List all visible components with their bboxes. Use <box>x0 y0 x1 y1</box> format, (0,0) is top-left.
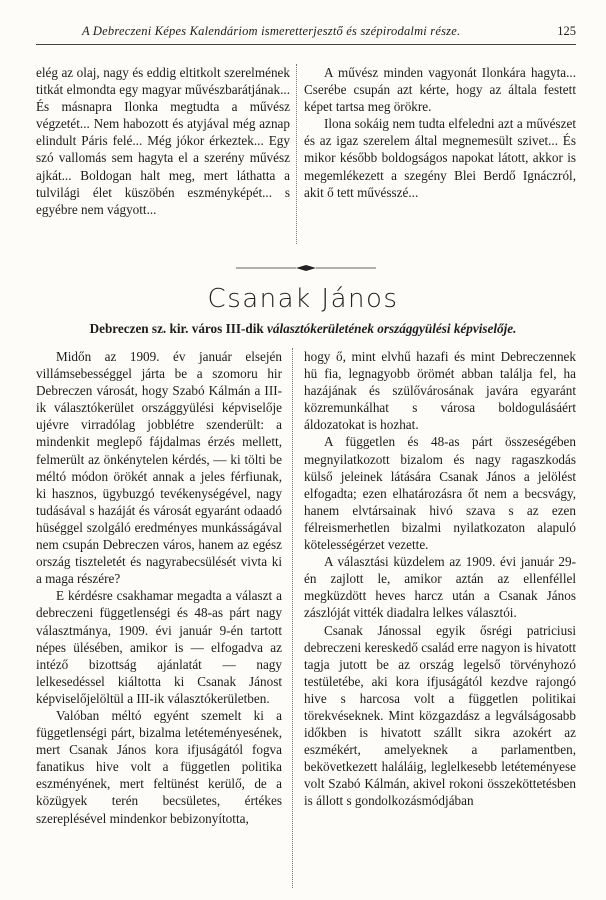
running-title: A Debreczeni Képes Kalendáriom ismeretterjesztő és szépirodalmi része. <box>82 24 461 38</box>
article-paragraph: A független és 48-as párt összeségében megnyilatkozott bizalom és nagy ragaszkodás külső jeleinek látására Csanak János a jelölést elfogadta; ezen elhatározásra őt nem a becsvágy, hanem elvtársainak hivó szava s az ezen félreismerhetlen bizalmi nyilatkozaton alapuló kötelességérzet vezette. <box>304 434 576 553</box>
article-left-column <box>36 348 282 827</box>
subtitle-prefix: Debreczen sz. kir. város III-dik <box>89 321 264 336</box>
page-header <box>36 24 576 45</box>
page-number: 125 <box>557 24 576 38</box>
section-ornament-divider <box>236 264 376 272</box>
story-paragraph: Ilona sokáig nem tudta elfeledni azt a művészet és az igaz szerelem által megnemesült szivet... És mikor később boldogságos napokat látott, akkor is megemlékezett a szegény Blei Berdő Ignáczról, akit ő tett művésszé... <box>304 116 576 200</box>
article-title: Csanak János <box>207 284 399 314</box>
column-divider <box>296 64 297 244</box>
article-paragraph: E kérdésre csakhamar megadta a választ a debreczeni függetlenségi és 48-as párt nagy választmánya, 1909. évi január 9-én tartott népes ülésében, amikor is — elfogadva az intéző bizottság ajánlatát — nagy lelkesedéssel kiáltotta ki Csanak Jánost képviselőjelöltül a III-ik választókerületben. <box>36 588 282 706</box>
story-paragraph: elég az olaj, nagy és eddig eltitkolt szerelmének titkát elmondta egy magyar művészbarátjának... És másnapra Ilonka megtudta a művész végzetét... Nem habozott és atyjával még aznap elindult Páris felé... Még jókor érkeztek... Egy szó vallomás sem hagyta el a szerény művész ajkát... Boldogan halt meg, mert láthatta a tulvilági élet küszöbén eszményképét... s egyébre nem vágyott... <box>36 65 290 217</box>
article-right-column <box>304 348 576 810</box>
story-ending-right-column <box>304 64 576 201</box>
article-paragraph: A választási küzdelem az 1909. évi január 29-én zajlott le, amikor aztán az ellenféllel megküzdött heves harcz után a Csanak János zászlóját vitték diadalra lelkes választói. <box>304 554 576 621</box>
story-paragraph: A művész minden vagyonát Ilonkára hagyta... Cserébe csupán azt kérte, hogy az általa festett képet tartsa meg örökre. <box>304 65 576 115</box>
article-subtitle <box>0 321 606 337</box>
story-ending-left-column <box>36 64 290 218</box>
column-divider <box>292 348 293 888</box>
article-paragraph: hogy ő, mint elvhű hazafi és mint Debreczennek hü fia, legnagyobb örömét abban találja fel, ha hazájának és szülővárosának javára egyaránt közremunkálhat s városa boldogulásáért áldozatokat is hozhat. <box>304 349 576 433</box>
subtitle-italic: választókerületének országgyülési képviselője. <box>267 321 517 336</box>
article-paragraph: Midőn az 1909. év január elsején villámsebességgel járta be a szomoru hir Debreczen városát, hogy Szabó Kálmán a III-ik választókerület országgyülési képviselője ujévre virradólag jobblétre szenderült: a mindenkit meglepő fájdalmas érzés mellett, felmerült az önkénytelen kérdés, — ki tölti be méltó módon örökét annak a jeles férfiunak, ki hasznos, ügybuzgó tevékenységével, nagy tudásával s hazáját és városát egyaránt odaadó hüséggel szolgáló eredményes munkásságával nem csupán Debreczen város, hanem az egész ország tiszteletét és nagyrabecsülését vivta ki a maga részére? <box>36 349 282 587</box>
article-paragraph: Csanak Jánossal egyik ősrégi patriciusi debreczeni kereskedő család erre nagyon is hivatott tagja jutott be az ország legelső törvényhozó testületébe, aki kora ifjuságától kezdve rajongó hive s harcosa volt a független politikai törekvéseknek. Mint közgazdász a legválságosabb időkben is hivatott szállt sikra azokért az eszmékért, amelyeknek a parlamentben, bekövetkezett haláláig, leglelkesebb letéteményese volt Szabó Kálmán, akivel rokoni összeköttetésben is állott s gondolkozásmódjában <box>304 622 576 809</box>
article-paragraph: Valóban méltó egyént szemelt ki a függetlenségi párt, bizalma letéteményesének, mert Csanak János kora ifjuságától fogva fanatikus hive volt a független politika eszményének, mert feltünést kerülő, de a közügyek terén becsületes, értékes szereplésével mindenkor bebizonyította, <box>36 707 282 826</box>
